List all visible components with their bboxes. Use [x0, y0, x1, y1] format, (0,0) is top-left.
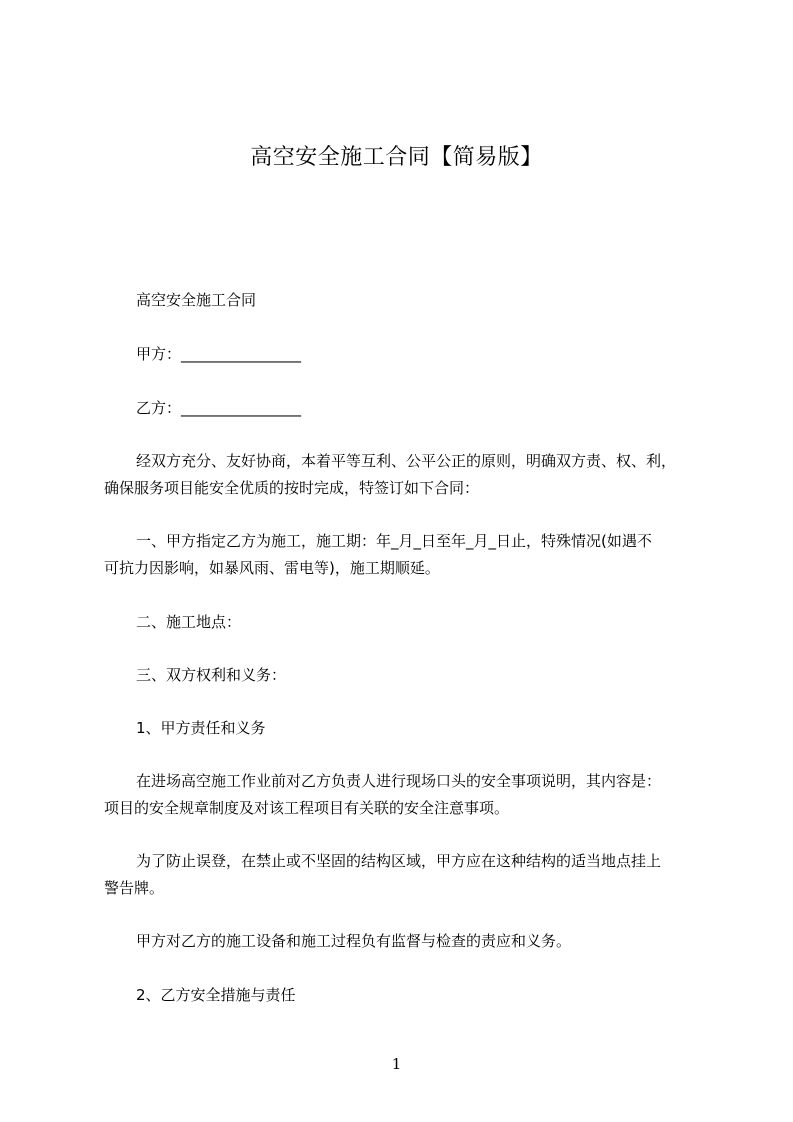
party-a-duty-paragraph-2	[104, 848, 704, 902]
duty-1-line-1: 在进场高空施工作业前对乙方负责人进行现场口头的安全事项说明，其内容是：	[136, 772, 662, 790]
duty-2-line-1: 为了防止误登，在禁止或不坚固的结构区域，甲方应在这种结构的适当地点挂上	[136, 852, 662, 870]
contract-heading: 高空安全施工合同	[136, 291, 257, 309]
clause-1-paragraph	[104, 528, 704, 582]
party-a-duty-paragraph-3: 甲方对乙方的施工设备和施工过程负有监督与检查的责应和义务。	[136, 932, 572, 950]
party-b-line: 乙方：________________	[136, 399, 302, 417]
page-number: 1	[391, 1055, 402, 1073]
clause-1-line-1: 一、甲方指定乙方为施工，施工期：年_月_日至年_月_日止，特殊情况(如遇不	[136, 532, 652, 550]
preamble-line-2: 确保服务项目能安全优质的按时完成，特签订如下合同：	[104, 479, 480, 497]
clause-2-heading: 二、施工地点：	[136, 613, 242, 631]
party-a-line: 甲方：________________	[136, 345, 302, 363]
clause-1-line-2: 可抗力因影响，如暴风雨、雷电等)，施工期顺延。	[104, 559, 440, 577]
duty-2-line-2: 警告牌。	[104, 879, 165, 897]
document-title: 高空安全施工合同【简易版】	[250, 145, 543, 170]
duty-1-line-2: 项目的安全规章制度及对该工程项目有关联的安全注意事项。	[104, 799, 510, 817]
subclause-2-heading: 2、乙方安全措施与责任	[136, 986, 296, 1004]
preamble-line-1: 经双方充分、友好协商，本着平等互利、公平公正的原则，明确双方责、权、利，	[136, 452, 677, 470]
clause-3-heading: 三、双方权利和义务：	[136, 666, 287, 684]
preamble-paragraph	[104, 448, 704, 502]
subclause-1-heading: 1、甲方责任和义务	[136, 719, 266, 737]
party-a-duty-paragraph-1	[104, 768, 704, 822]
